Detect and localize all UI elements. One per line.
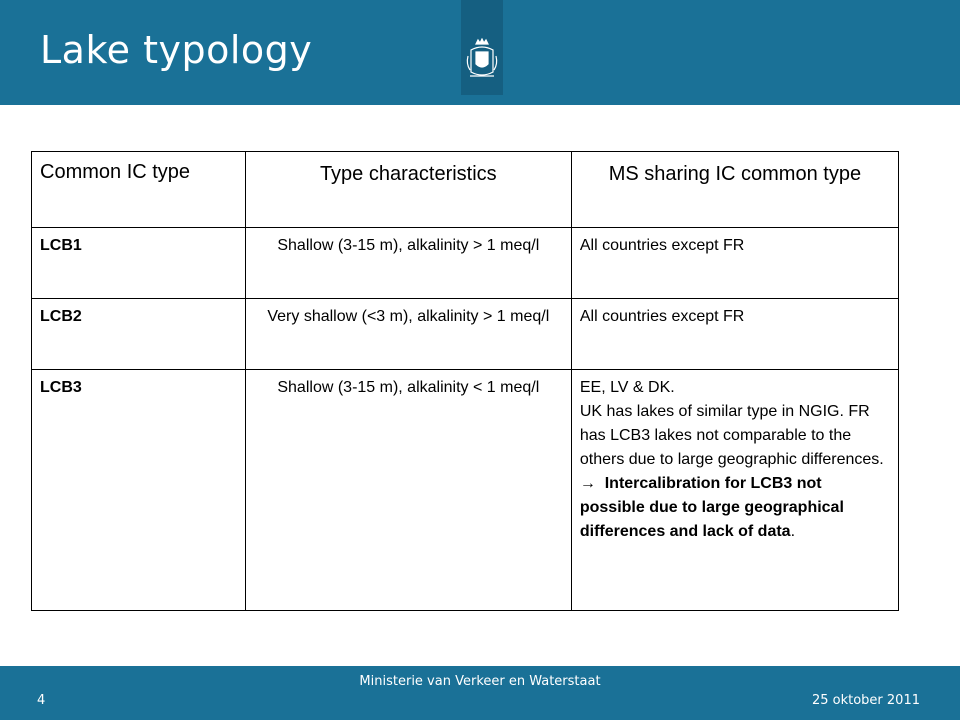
header-cell: MS sharing IC common type — [571, 152, 898, 228]
type-cell: LCB3 — [32, 370, 246, 611]
ms-countries: EE, LV & DK. — [579, 379, 675, 396]
type-cell: LCB1 — [32, 228, 246, 299]
type-cell: LCB2 — [32, 299, 246, 370]
page-number: 4 — [37, 693, 46, 708]
conclusion-period: . — [790, 523, 796, 540]
slide-title: Lake typology — [40, 28, 313, 72]
slide-date: 25 oktober 2011 — [811, 693, 920, 708]
ms-note: UK has lakes of similar type in NGIG. FR has LCB3 lakes not comparable to the others due to large geographic differences. — [579, 403, 884, 468]
table-row — [32, 370, 899, 611]
header-bar — [0, 0, 960, 105]
characteristics-cell: Very shallow (<3 m), alkalinity > 1 meq/l — [245, 299, 571, 370]
ms-cell: All countries except FR — [571, 228, 898, 299]
coat-of-arms-icon — [465, 38, 499, 80]
ms-conclusion — [580, 472, 890, 544]
ms-cell: All countries except FR — [571, 299, 898, 370]
ministry-name: Ministerie van Verkeer en Waterstaat — [359, 674, 601, 689]
footer-bar — [0, 666, 960, 720]
arrow-icon: → — [579, 475, 596, 492]
table-row — [32, 228, 899, 299]
header-cell: Type characteristics — [245, 152, 571, 228]
characteristics-cell: Shallow (3-15 m), alkalinity < 1 meq/l — [245, 370, 571, 611]
table-row — [32, 299, 899, 370]
header-cell: Common IC type — [32, 152, 246, 228]
conclusion-text: Intercalibration for LCB3 not possible due to large geographical differences and lack of data — [579, 475, 844, 540]
lake-typology-table — [31, 151, 899, 611]
table-header-row — [32, 152, 899, 228]
ms-cell — [571, 370, 898, 611]
characteristics-cell: Shallow (3-15 m), alkalinity > 1 meq/l — [245, 228, 571, 299]
